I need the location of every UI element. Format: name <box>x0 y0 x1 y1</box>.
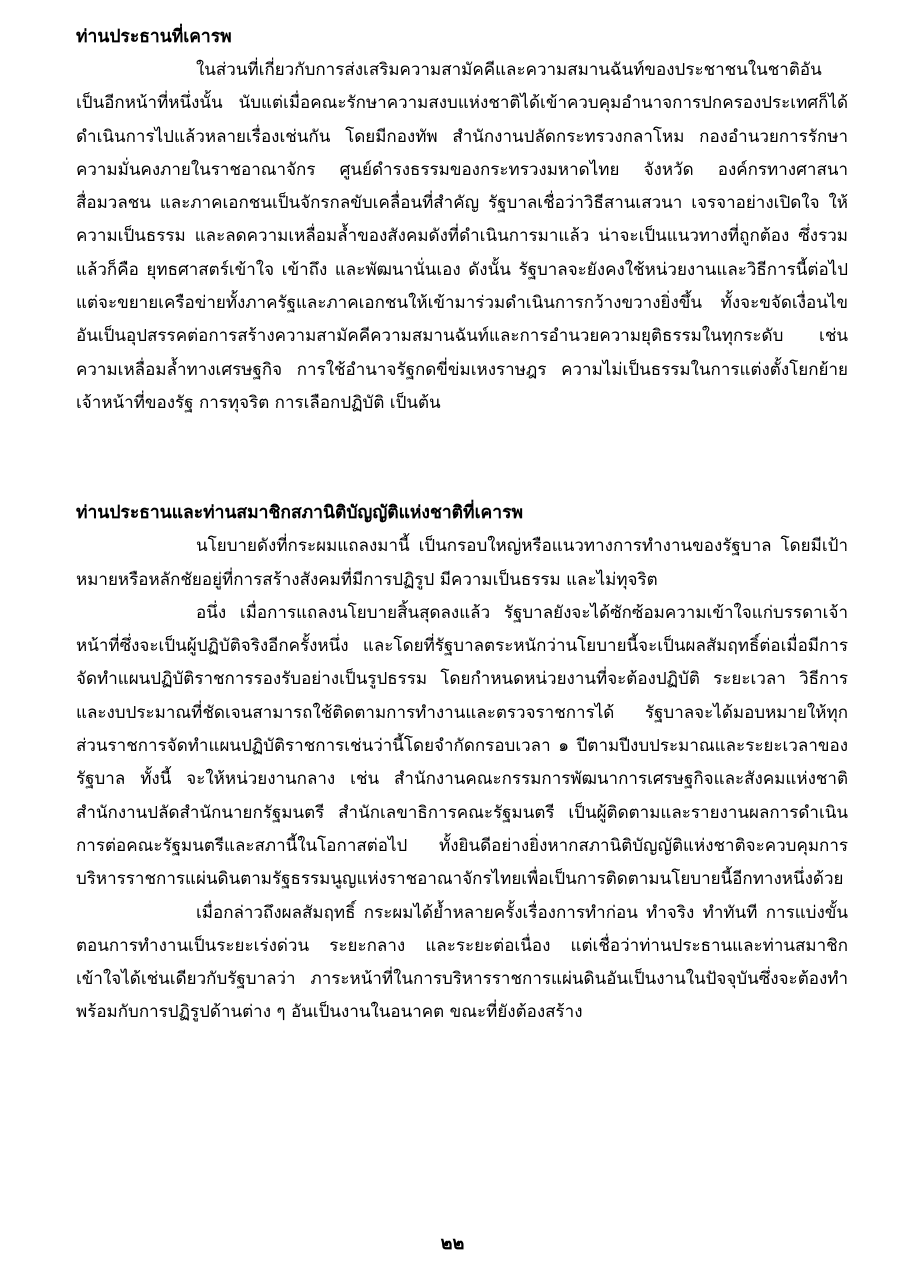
section-greeting-president-and-members <box>76 496 848 1029</box>
paragraph-achievement: เมื่อกล่าวถึงผลสัมฤทธิ์ กระผมได้ย้ำหลายครั้งเรื่องการทำก่อน ทำจริง ทำทันที การแบ่งขั้นตอนการทำงานเป็นระยะเร่งด่วน ระยะกลาง และระยะต่อเนื่อง แต่เชื่อว่าท่านประธานและท่านสมาชิกเข้าใจได้เช่นเดียวกับรัฐบาลว่า ภาระหน้าที่ในการบริหารราชการแผ่นดินอันเป็นงานในปัจจุบันซึ่งจะต้องทำพร้อมกับการปฏิรูปด้านต่าง ๆ อันเป็นงานในอนาคต ขณะที่ยังต้องสร้าง <box>76 902 848 1023</box>
document-page <box>76 20 848 1030</box>
section-heading: ท่านประธานที่เคารพ <box>76 27 232 47</box>
paragraph-unity-reconciliation: ในส่วนที่เกี่ยวกับการส่งเสริมความสามัคคีและความสมานฉันท์ของประชาชนในชาติอันเป็นอีกหน้าที่หนึ่งนั้น นับแต่เมื่อคณะรักษาความสงบแห่งชาติได้เข้าควบคุมอำนาจการปกครองประเทศก็ได้ดำเนินการไปแล้วหลายเรื่องเช่นกัน โดยมีกองทัพ สำนักงานปลัดกระทรวงกลาโหม กองอำนวยการรักษาความมั่นคงภายในราชอาณาจักร ศูนย์ดำรงธรรมของกระทรวงมหาดไทย จังหวัด องค์กรทางศาสนา สื่อมวลชน และภาคเอกชนเป็นจักรกลขับเคลื่อนที่สำคัญ รัฐบาลเชื่อว่าวิธีสานเสวนา เจรจาอย่างเปิดใจ ให้ความเป็นธรรม และลดความเหลื่อมล้ำของสังคมดังที่ดำเนินการมาแล้ว น่าจะเป็นแนวทางที่ถูกต้อง ซึ่งรวมแล้วก็คือ ยุทธศาสตร์เข้าใจ เข้าถึง และพัฒนานั่นเอง ดังนั้น รัฐบาลจะยังคงใช้หน่วยงานและวิธีการนี้ต่อไป แต่จะขยายเครือข่ายทั้งภาครัฐและภาคเอกชนให้เข้ามาร่วมดำเนินการกว้างขวางยิ่งขึ้น ทั้งจะขจัดเงื่อนไขอันเป็นอุปสรรคต่อการสร้างความสามัคคีความสมานฉันท์และการอำนวยความยุติธรรมในทุกระดับ เช่น ความเหลื่อมล้ำทางเศรษฐกิจ การใช้อำนาจรัฐกดขี่ข่มเหงราษฎร ความไม่เป็นธรรมในการแต่งตั้งโยกย้ายเจ้าหน้าที่ของรัฐ การทุจริต การเลือกปฏิบัติ เป็นต้น <box>76 60 848 413</box>
section-greeting-president <box>76 20 848 420</box>
paragraph-policy-framework: นโยบายดังที่กระผมแถลงมานี้ เป็นกรอบใหญ่หรือแนวทางการทำงานของรัฐบาล โดยมีเป้าหมายหรือหลักชัยอยู่ที่การสร้างสังคมที่มีการปฏิรูป มีความเป็นธรรม และไม่ทุจริต <box>76 536 848 590</box>
section-heading: ท่านประธานและท่านสมาชิกสภานิติบัญญัติแห่งชาติที่เคารพ <box>76 503 524 524</box>
paragraph-action-plan: อนึ่ง เมื่อการแถลงนโยบายสิ้นสุดลงแล้ว รัฐบาลยังจะได้ซักซ้อมความเข้าใจแก่บรรดาเจ้าหน้าที่ซึ่งจะเป็นผู้ปฏิบัติจริงอีกครั้งหนึ่ง และโดยที่รัฐบาลตระหนักว่านโยบายนี้จะเป็นผลสัมฤทธิ์ต่อเมื่อมีการจัดทำแผนปฏิบัติราชการรองรับอย่างเป็นรูปธรรม โดยกำหนดหน่วยงานที่จะต้องปฏิบัติ ระยะเวลา วิธีการ และงบประมาณที่ชัดเจนสามารถใช้ติดตามการทำงานและตรวจราชการได้ รัฐบาลจะได้มอบหมายให้ทุกส่วนราชการจัดทำแผนปฏิบัติราชการเช่นว่านี้โดยจำกัดกรอบเวลา ๑ ปีตามปีงบประมาณและระยะเวลาของรัฐบาล ทั้งนี้ จะให้หน่วยงานกลาง เช่น สำนักงานคณะกรรมการพัฒนาการเศรษฐกิจและสังคมแห่งชาติ สำนักงานปลัดสำนักนายกรัฐมนตรี สำนักเลขาธิการคณะรัฐมนตรี เป็นผู้ติดตามและรายงานผลการดำเนินการต่อคณะรัฐมนตรีและสภานี้ในโอกาสต่อไป ทั้งยินดีอย่างยิ่งหากสภานิติบัญญัติแห่งชาติจะควบคุมการบริหารราชการแผ่นดินตามรัฐธรรมนูญแห่งราชอาณาจักรไทยเพื่อเป็นการติดตามนโยบายนี้อีกทางหนึ่งด้วย <box>76 602 848 890</box>
page-number: ๒๒ <box>440 1233 465 1254</box>
